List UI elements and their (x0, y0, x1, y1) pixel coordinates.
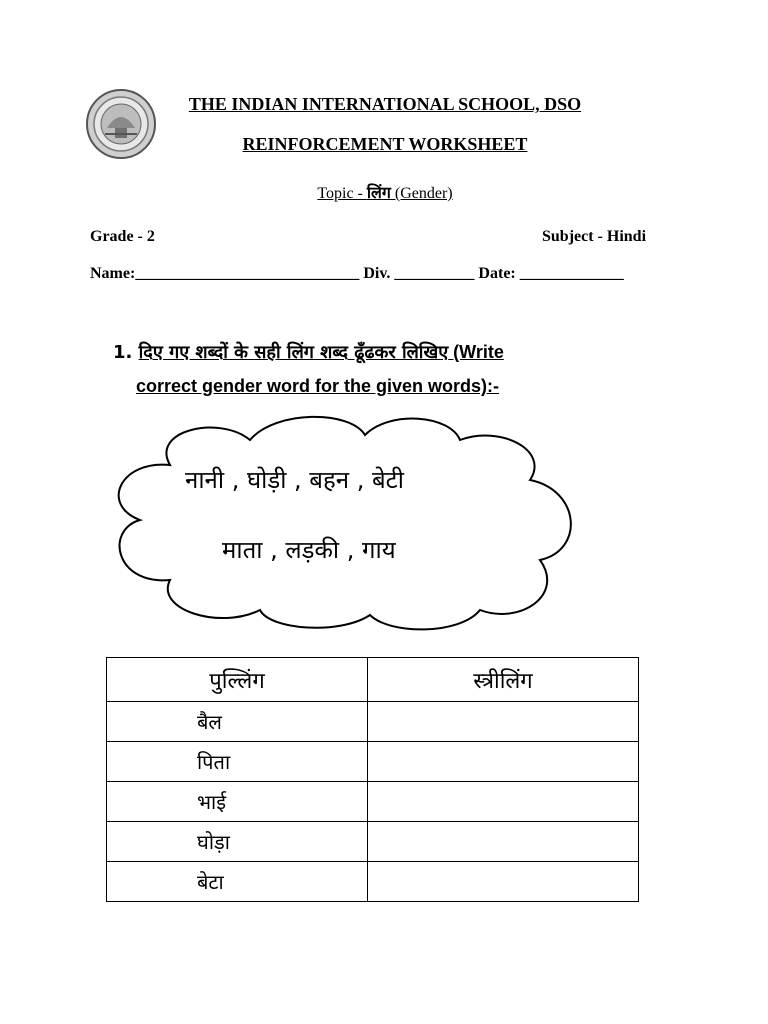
feminine-answer-cell[interactable] (368, 702, 639, 742)
table-row (107, 702, 639, 742)
masculine-cell: पिता (107, 742, 368, 782)
masculine-cell: बैल (107, 702, 368, 742)
school-name: THE INDIAN INTERNATIONAL SCHOOL, DSO (188, 94, 582, 114)
worksheet-title: REINFORCEMENT WORKSHEET (242, 134, 528, 154)
question-english-text-1: (Write (448, 342, 504, 362)
header-feminine: स्त्रीलिंग (368, 658, 639, 702)
question-number: 1. (113, 342, 139, 363)
table-row (107, 742, 639, 782)
header-masculine: पुल्लिंग (107, 658, 368, 702)
gender-table (106, 657, 639, 902)
masculine-cell: घोड़ा (107, 822, 368, 862)
school-emblem-icon (85, 88, 157, 160)
question-hindi-text: दिए गए शब्दों के सही लिंग शब्द ढूँढकर लिखिए (138, 342, 449, 363)
table-row (107, 822, 639, 862)
feminine-answer-cell[interactable] (368, 782, 639, 822)
topic-hindi: लिंग (366, 183, 391, 202)
masculine-cell: भाई (107, 782, 368, 822)
table-row (107, 782, 639, 822)
word-cloud-line-1: नानी , घोड़ी , बहन , बेटी (185, 466, 404, 494)
topic-english: (Gender) (390, 185, 453, 202)
question-1-line-1 (113, 340, 504, 364)
feminine-answer-cell[interactable] (368, 742, 639, 782)
masculine-cell: बेटा (107, 862, 368, 902)
table-header-row (107, 658, 639, 702)
feminine-answer-cell[interactable] (368, 822, 639, 862)
subject-label: Subject - Hindi (542, 228, 647, 245)
grade-label: Grade - 2 (90, 228, 155, 245)
topic-prefix: Topic - (317, 185, 367, 202)
feminine-answer-cell[interactable] (368, 862, 639, 902)
name-div-date-line: Name:____________________________ Div. __________ Date: _____________ (90, 265, 624, 282)
word-cloud-line-2: माता , लड़की , गाय (222, 536, 396, 564)
question-english-text-2: correct gender word for the given words):- (136, 376, 500, 396)
table-row (107, 862, 639, 902)
topic-line (160, 181, 610, 203)
word-cloud-shape (100, 410, 590, 635)
